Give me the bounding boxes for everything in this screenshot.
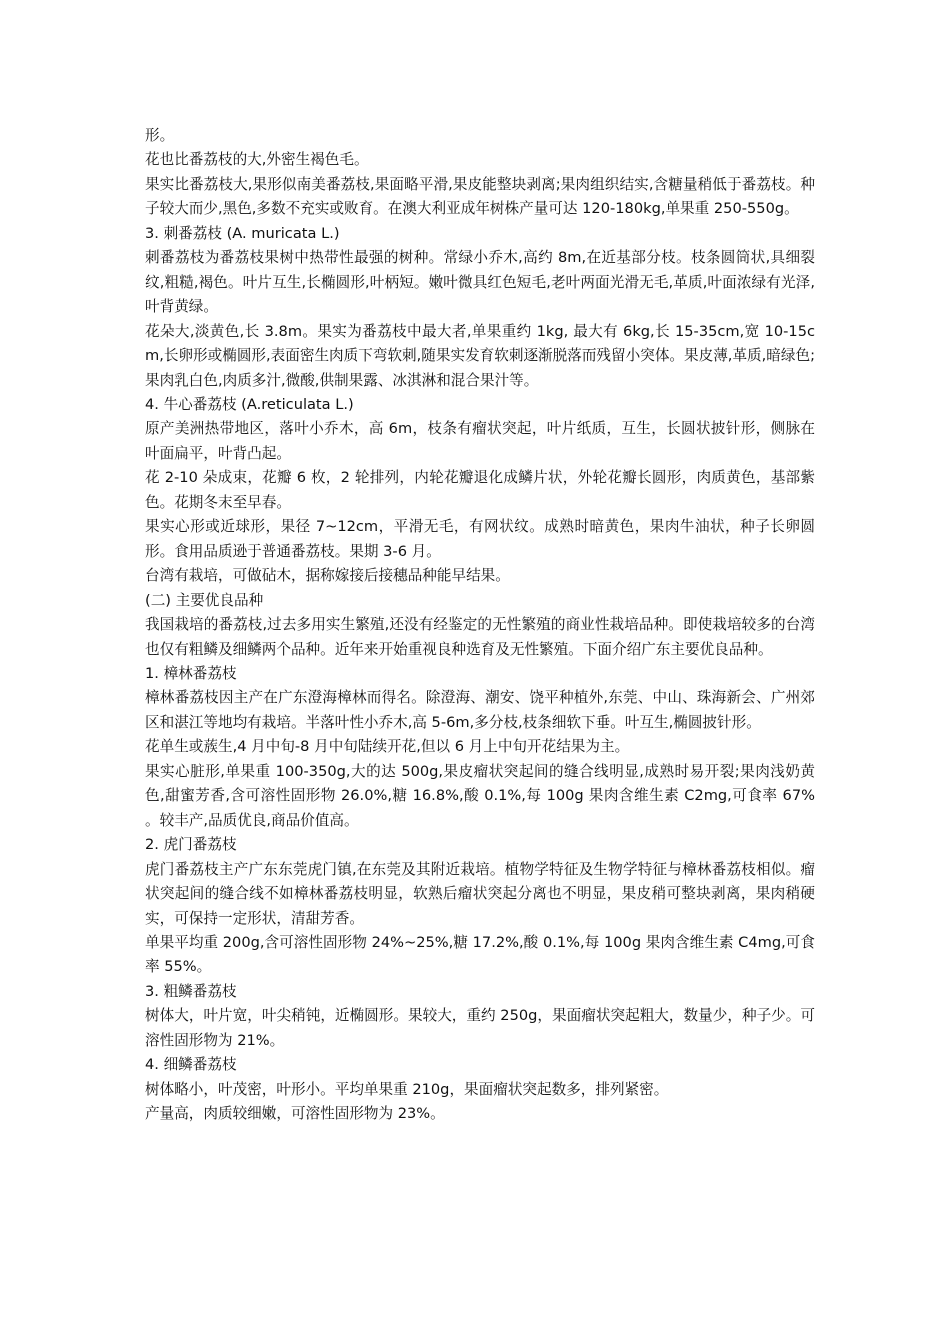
paragraph-coarse-scale: 树体大，叶片宽，叶尖稍钝，近椭圆形。果较大，重约 250g，果面瘤状突起粗大，数量少，种子少。可溶性固形物为 21%。 <box>145 1007 815 1049</box>
paragraph-fine-scale-tree: 树体略小，叶茂密，叶形小。平均单果重 210g，果面瘤状突起数多，排列紧密。 <box>145 1080 669 1098</box>
section-heading-fine-scale: 4. 细鳞番荔枝 <box>145 1056 237 1074</box>
paragraph-zhanglin-fruit: 果实心脏形,单果重 100-350g,大的达 500g,果皮瘤状突起间的缝合线明显,成熟时易开裂;果肉浅奶黄色,甜蜜芳香,含可溶性固形物 26.0%,糖 16.8%,酸 0.1%,每 100g 果肉含维生素 C2mg,可食率 67% 。较丰产,品质优良,商品价值高。 <box>145 762 815 829</box>
paragraph-taiwan: 台湾有栽培，可做砧木，据称嫁接后接穗品种能早结果。 <box>145 567 510 585</box>
paragraph-reticulata-flower: 花 2-10 朵成束，花瓣 6 枚，2 轮排列，内轮花瓣退化成鳞片状，外轮花瓣长圆形，肉质黄色，基部紫色。花期冬末至早春。 <box>145 469 815 511</box>
paragraph-zhanglin-flower: 花单生或蔟生,4 月中旬-8 月中旬陆续开花,但以 6 月上中旬开花结果为主。 <box>145 738 630 756</box>
paragraph-fine-scale-yield: 产量高，肉质较细嫩，可溶性固形物为 23%。 <box>145 1105 445 1123</box>
paragraph-reticulata-tree: 原产美洲热带地区，落叶小乔木，高 6m，枝条有瘤状突起，叶片纸质，互生，长圆状披针形，侧脉在叶面扁平，叶背凸起。 <box>145 420 815 462</box>
paragraph-flower: 花也比番荔枝的大,外密生褐色毛。 <box>145 151 369 169</box>
section-heading-muricata: 3. 刺番荔枝 (A. muricata L.) <box>145 224 340 242</box>
paragraph-zhanglin-tree: 樟林番荔枝因主产在广东澄海樟林而得名。除澄海、潮安、饶平种植外,东莞、中山、珠海新会、广州郊区和湛江等地均有栽培。半落叶性小乔木,高 5-6m,多分枝,枝条细软下垂。叶互生,椭圆披针形。 <box>145 689 815 731</box>
section-heading-reticulata: 4. 牛心番荔枝 (A.reticulata L.) <box>145 395 354 413</box>
section-heading-coarse-scale: 3. 粗鳞番荔枝 <box>145 982 237 1000</box>
paragraph-muricata-fruit: 花朵大,淡黄色,长 3.8m。果实为番荔枝中最大者,单果重约 1kg, 最大有 6kg,长 15-35cm,宽 10-15cm,长卵形或椭圆形,表面密生肉质下弯软刺,随果实发育软刺逐渐脱落而残留小突体。果皮薄,革质,暗绿色;果肉乳白色,肉质多汁,微酸,供制果露、冰淇淋和混合果汁等。 <box>145 322 815 389</box>
section-heading-varieties: (二) 主要优良品种 <box>145 591 264 609</box>
text-fragment: 形。 <box>145 127 175 144</box>
paragraph-reticulata-fruit: 果实心形或近球形，果径 7~12cm，平滑无毛，有网状纹。成熟时暗黄色，果肉牛油状，种子长卵圆形。食用品质逊于普通番荔枝。果期 3-6 月。 <box>145 518 815 560</box>
paragraph-humen-fruit: 单果平均重 200g,含可溶性固形物 24%~25%,糖 17.2%,酸 0.1%,每 100g 果肉含维生素 C4mg,可食率 55%。 <box>145 933 815 976</box>
paragraph-muricata-tree: 刺番荔枝为番荔枝果树中热带性最强的树种。常绿小乔木,高约 8m,在近基部分枝。枝条圆筒状,具细裂纹,粗糙,褐色。叶片互生,长椭圆形,叶柄短。嫩叶微具红色短毛,老叶两面光滑无毛,革质,叶面浓绿有光泽,叶背黄绿。 <box>145 249 815 316</box>
section-heading-humen: 2. 虎门番荔枝 <box>145 836 237 854</box>
section-heading-zhanglin: 1. 樟林番荔枝 <box>145 664 237 682</box>
paragraph-humen-tree: 虎门番荔枝主产广东东莞虎门镇,在东莞及其附近栽培。植物学特征及生物学特征与樟林番荔枝相似。瘤状突起间的缝合线不如樟林番荔枝明显，软熟后瘤状突起分离也不明显，果皮稍可整块剥离，果肉稍硬实，可保持一定形状，清甜芳香。 <box>145 860 815 927</box>
document-page <box>145 124 815 1127</box>
paragraph-varieties-intro: 我国栽培的番荔枝,过去多用实生繁殖,还没有经鉴定的无性繁殖的商业性栽培品种。即使栽培较多的台湾也仅有粗鳞及细鳞两个品种。近年来开始重视良种选育及无性繁殖。下面介绍广东主要优良品种。 <box>145 616 815 658</box>
paragraph-fruit: 果实比番荔枝大,果形似南美番荔枝,果面略平滑,果皮能整块剥离;果肉组织结实,含糖量稍低于番荔枝。种子较大而少,黑色,多数不充实或败育。在澳大利亚成年树株产量可达 120-180kg,单果重 250-550g。 <box>145 175 815 218</box>
